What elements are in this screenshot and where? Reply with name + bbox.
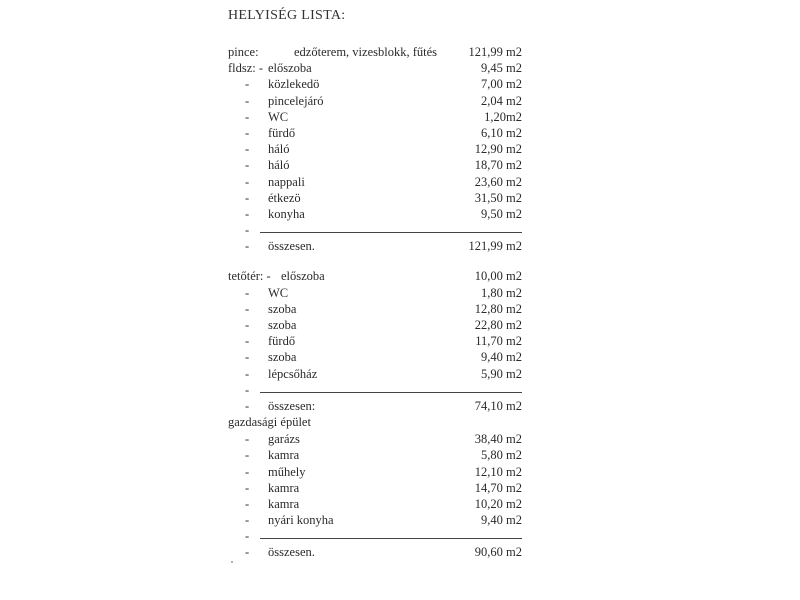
room-area: 121,99 m2 — [468, 239, 522, 254]
room-area: 5,80 m2 — [481, 448, 522, 463]
room-row — [228, 366, 558, 382]
list-dash: - — [245, 174, 250, 189]
room-row — [228, 93, 558, 109]
room-area: 2,04 m2 — [481, 93, 522, 108]
floor-label: fldsz: - — [228, 61, 264, 76]
list-dash: - — [245, 334, 250, 349]
room-name: kamra — [268, 496, 300, 511]
list-dash: - — [245, 318, 250, 332]
section-heading-row — [228, 414, 558, 431]
room-area: 10,20 m2 — [474, 496, 522, 511]
room-name: étkezö — [268, 190, 301, 205]
room-name: edzőterem, vizesblokk, fűtés — [294, 45, 438, 59]
room-name: műhely — [268, 464, 306, 479]
room-area: 18,70 m2 — [474, 158, 522, 173]
list-dash: - — [245, 529, 250, 544]
room-row — [228, 431, 558, 447]
total-row — [228, 238, 558, 254]
room-name: szoba — [268, 350, 297, 365]
list-dash: - — [245, 158, 250, 173]
list-dash: - — [245, 125, 250, 140]
room-area: 14,70 m2 — [474, 480, 522, 495]
room-area: 9,40 m2 — [481, 513, 522, 528]
floor-label: pince: — [228, 45, 259, 59]
room-area: 11,70 m2 — [475, 334, 522, 349]
list-dash: - — [245, 285, 250, 300]
room-name: garázs — [268, 432, 300, 447]
room-name: összesen. — [268, 545, 315, 560]
room-area: 12,80 m2 — [474, 301, 522, 316]
document-title: HELYISÉG LISTA: — [228, 8, 346, 23]
room-name: kamra — [268, 480, 300, 495]
list-dash: - — [245, 480, 250, 495]
list-dash: - — [245, 223, 250, 238]
room-row — [228, 496, 558, 512]
list-dash: - — [245, 142, 250, 157]
room-area: 31,50 m2 — [474, 190, 522, 205]
list-dash: - — [245, 77, 250, 92]
room-row — [228, 174, 558, 190]
room-area: 7,00 m2 — [481, 77, 522, 92]
room-row — [228, 464, 558, 480]
room-row — [228, 125, 558, 141]
room-row — [228, 76, 558, 92]
room-row — [228, 349, 558, 365]
room-name: nappali — [268, 174, 305, 189]
room-area: 1,20m2 — [484, 109, 522, 124]
room-row — [228, 109, 558, 125]
room-name: fürdő — [268, 125, 296, 140]
room-row — [228, 190, 558, 206]
room-name: pincelejáró — [268, 93, 324, 108]
room-name: konyha — [268, 206, 305, 221]
scan-speck — [231, 561, 233, 563]
room-name: lépcsőház — [268, 366, 318, 381]
room-name: közlekedö — [268, 77, 320, 92]
room-row — [228, 141, 558, 157]
subtotal-line — [260, 232, 522, 233]
room-area: 6,10 m2 — [481, 125, 522, 140]
list-dash: - — [245, 432, 250, 447]
room-area: 5,90 m2 — [481, 366, 522, 381]
room-row — [228, 285, 558, 301]
room-name: előszoba — [268, 61, 312, 76]
room-name: szoba — [268, 301, 297, 316]
room-row — [228, 512, 558, 528]
room-area: 74,10 m2 — [474, 398, 522, 413]
room-area: 38,40 m2 — [474, 432, 522, 447]
floor-header-row — [228, 268, 558, 284]
room-row — [228, 447, 558, 463]
room-area: 12,90 m2 — [474, 142, 522, 157]
floor-header-row — [228, 44, 558, 60]
room-area: 90,60 m2 — [474, 545, 522, 560]
room-name: WC — [268, 109, 289, 124]
room-area: 9,45 m2 — [481, 61, 522, 76]
list-dash: - — [245, 513, 250, 528]
room-area: 23,60 m2 — [474, 174, 522, 189]
list-dash: - — [245, 448, 250, 463]
subtotal-line — [260, 538, 522, 539]
section-gap — [228, 254, 558, 268]
section-label: gazdasági épület — [228, 415, 311, 430]
room-name: kamra — [268, 448, 300, 463]
room-area: 10,00 m2 — [474, 269, 522, 284]
room-area: 12,10 m2 — [474, 464, 522, 479]
room-name: összesen: — [268, 398, 316, 413]
room-list — [228, 44, 558, 561]
room-name: nyári konyha — [268, 513, 334, 528]
subtotal-line — [260, 392, 522, 393]
list-dash: - — [245, 496, 250, 511]
room-area: 121,99 m2 — [468, 45, 522, 59]
list-dash: - — [245, 350, 250, 365]
subtotal-rule-row — [228, 222, 558, 238]
list-dash: - — [245, 398, 250, 413]
subtotal-rule-row — [228, 528, 558, 544]
list-dash: - — [245, 190, 250, 205]
room-row — [228, 480, 558, 496]
room-row — [228, 206, 558, 222]
room-row — [228, 301, 558, 317]
list-dash: - — [245, 545, 250, 560]
list-dash: - — [245, 206, 250, 221]
list-dash: - — [245, 382, 250, 397]
list-dash: - — [245, 93, 250, 108]
room-name: háló — [268, 158, 290, 173]
room-name: háló — [268, 142, 290, 157]
room-area: 1,80 m2 — [481, 285, 522, 300]
room-name: összesen. — [268, 239, 315, 254]
total-row — [228, 544, 558, 560]
list-dash: - — [245, 366, 250, 381]
room-name: WC — [268, 285, 289, 300]
list-dash: - — [245, 301, 250, 316]
room-name: előszoba — [281, 269, 325, 284]
room-row — [228, 317, 558, 333]
floor-label: tetőtér: - — [228, 269, 271, 284]
subtotal-rule-row — [228, 382, 558, 398]
room-row — [228, 333, 558, 349]
room-name: fürdő — [268, 334, 296, 349]
total-row — [228, 398, 558, 414]
room-area: 22,80 m2 — [474, 318, 522, 332]
room-area: 9,50 m2 — [481, 206, 522, 221]
room-row — [228, 157, 558, 173]
room-name: szoba — [268, 318, 297, 332]
list-dash: - — [245, 239, 250, 254]
room-area: 9,40 m2 — [481, 350, 522, 365]
floor-header-row — [228, 60, 558, 76]
list-dash: - — [245, 109, 250, 124]
list-dash: - — [245, 464, 250, 479]
